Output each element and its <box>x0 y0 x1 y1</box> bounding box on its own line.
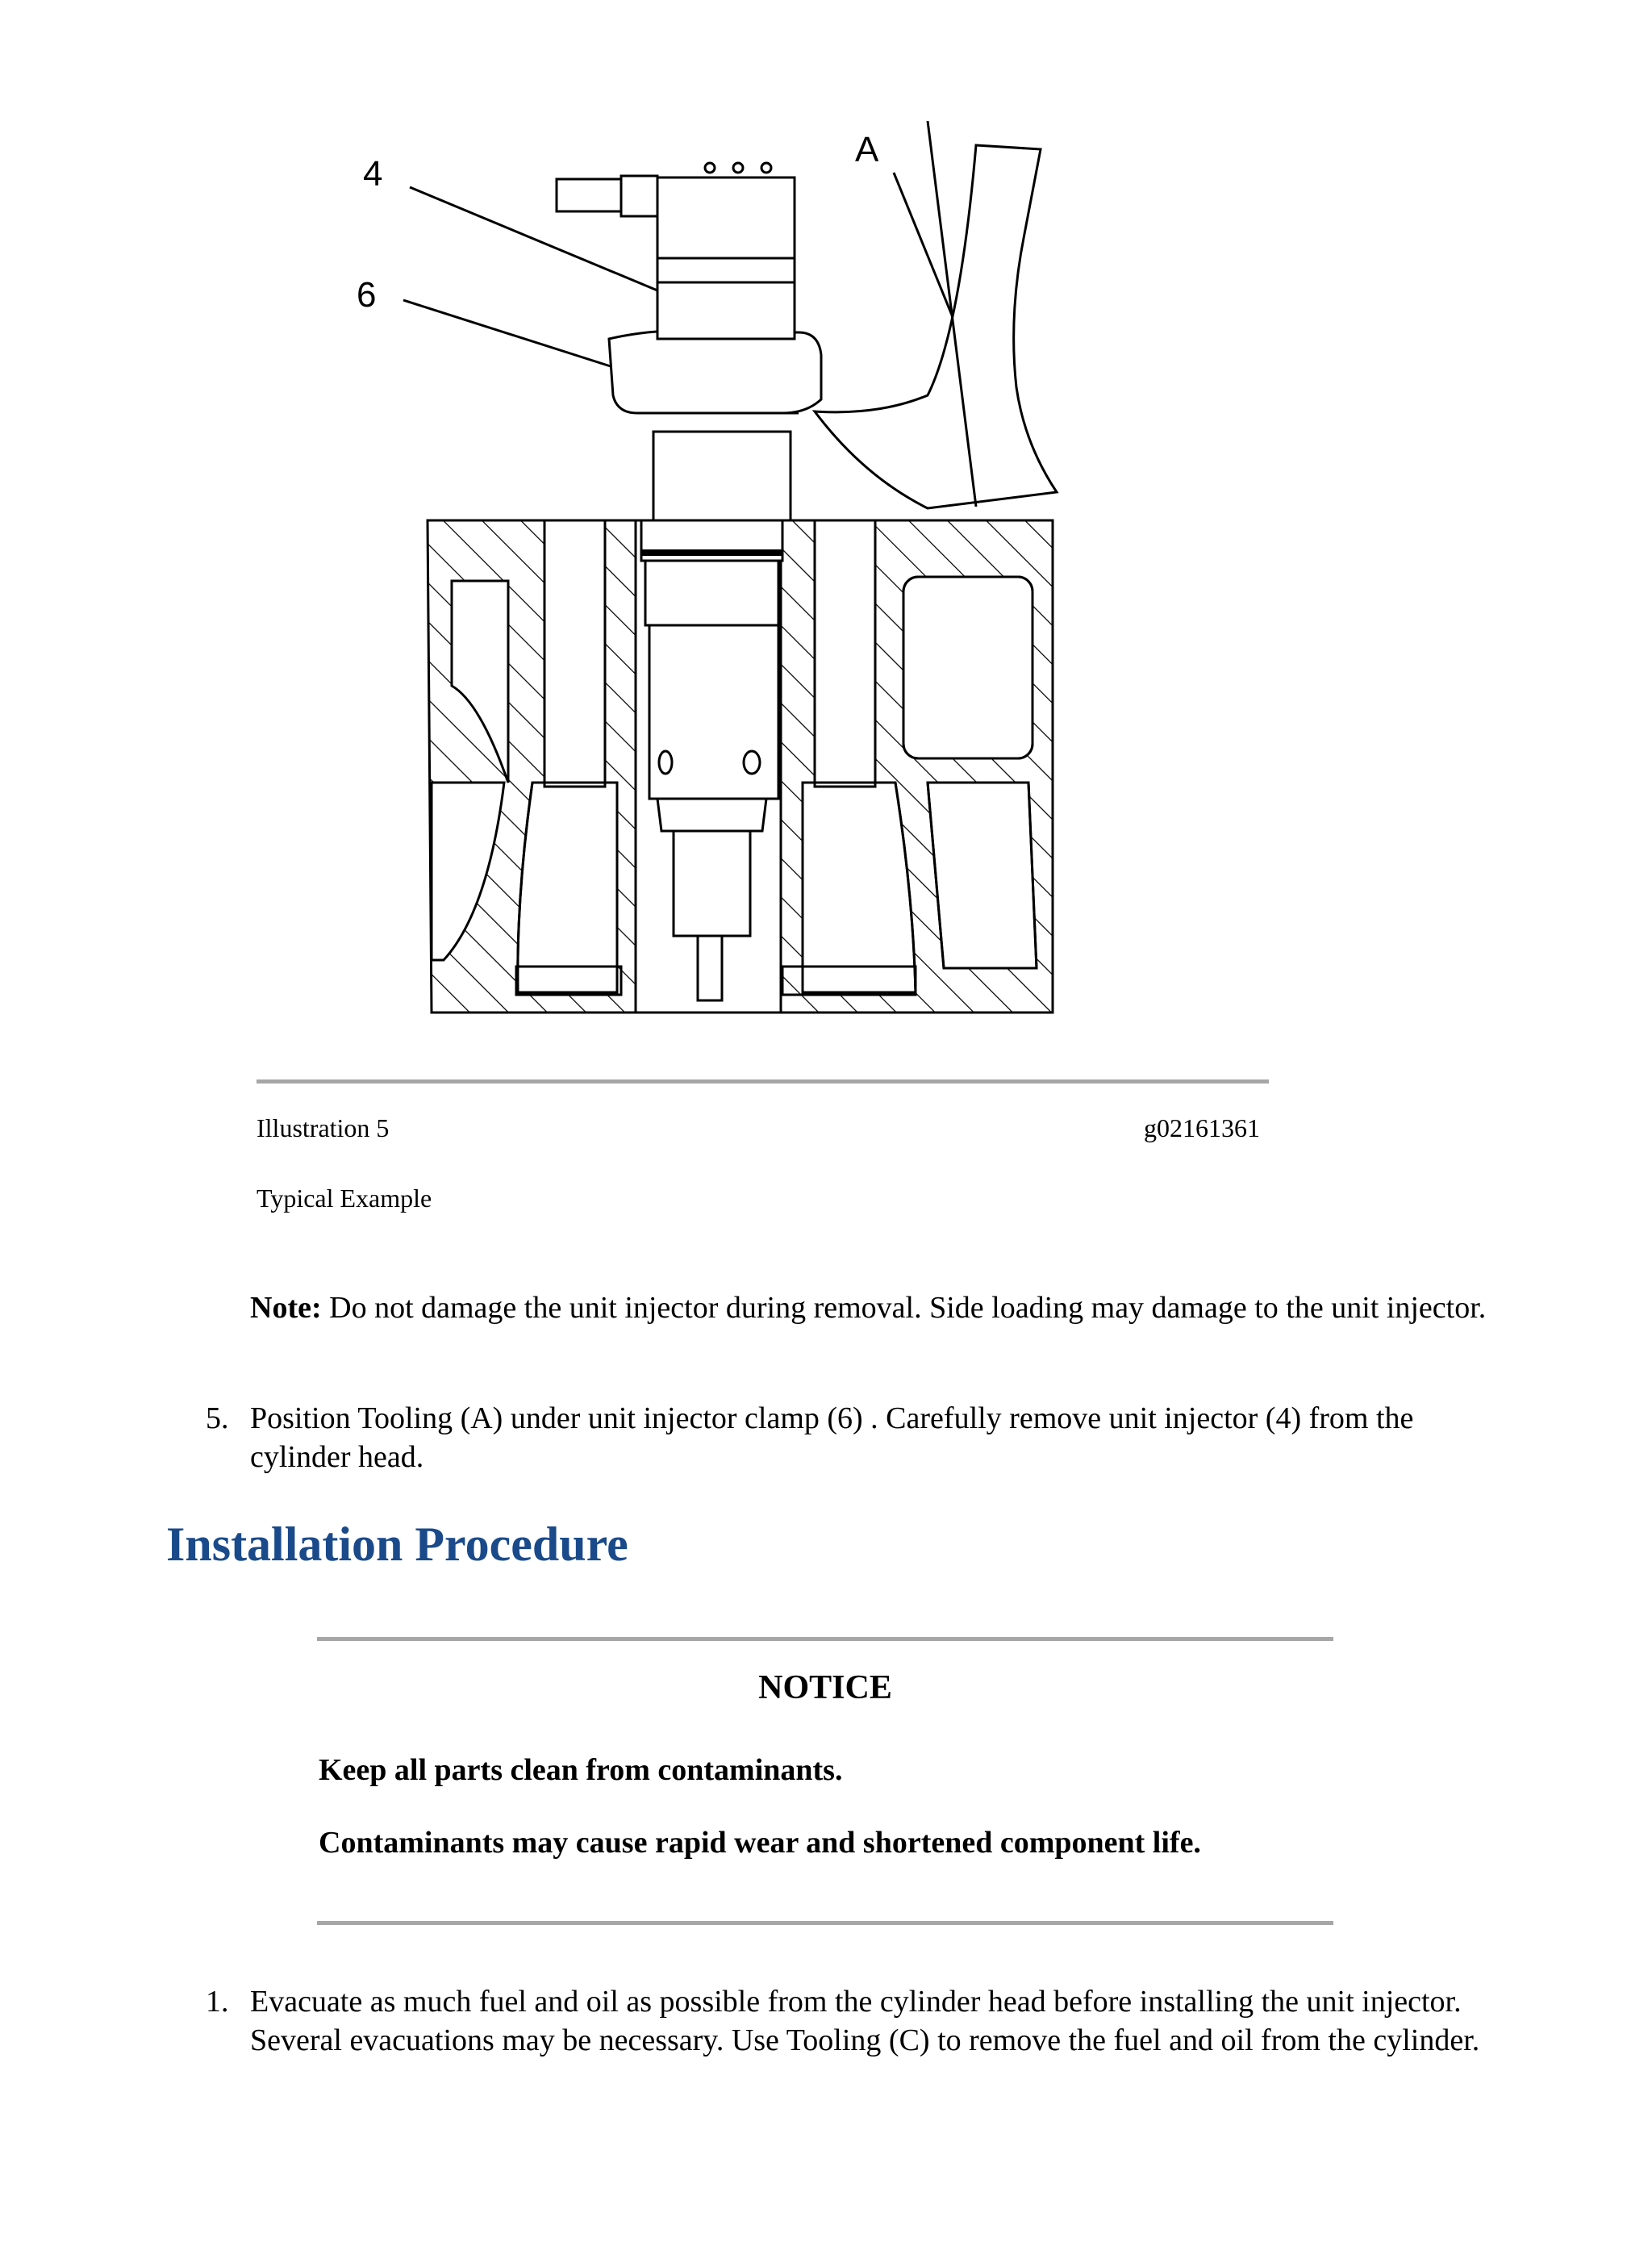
caption-label: Illustration 5 <box>257 1113 390 1142</box>
section-heading: Installation Procedure <box>166 1518 628 1571</box>
notice-title: NOTICE <box>758 1669 892 1706</box>
notice-line: Contaminants may cause rapid wear and shortened component life. <box>319 1826 1201 1860</box>
note-text: Do not damage the unit injector during removal. Side loading may damage to the unit injector. <box>321 1291 1487 1325</box>
callout-4: 4 <box>363 154 383 194</box>
note-paragraph <box>250 1288 1492 1327</box>
step-number: 1. <box>206 1985 229 2019</box>
notice-line: Keep all parts clean from contaminants. <box>319 1753 843 1787</box>
injector-illustration <box>315 121 1121 1041</box>
step-number: 5. <box>206 1401 229 1435</box>
caption-id: g02161361 <box>1144 1113 1260 1142</box>
notice-top-rule <box>317 1637 1333 1641</box>
callout-A: A <box>855 130 879 169</box>
caption-rule <box>257 1079 1269 1084</box>
step-text: Evacuate as much fuel and oil as possible from the cylinder head before installing the unit injector. Several evacuations may be necessary. Use Tooling (C) to remove the fuel and oil from the cylinder. <box>250 1985 1480 2057</box>
callout-6: 6 <box>357 275 377 315</box>
step-text: Position Tooling (A) under unit injector clamp (6) . Carefully remove unit injector (4) from the cylinder head. <box>250 1401 1414 1474</box>
notice-bottom-rule <box>317 1921 1333 1925</box>
note-label: Note: <box>250 1291 322 1325</box>
caption-sub: Typical Example <box>257 1184 432 1213</box>
